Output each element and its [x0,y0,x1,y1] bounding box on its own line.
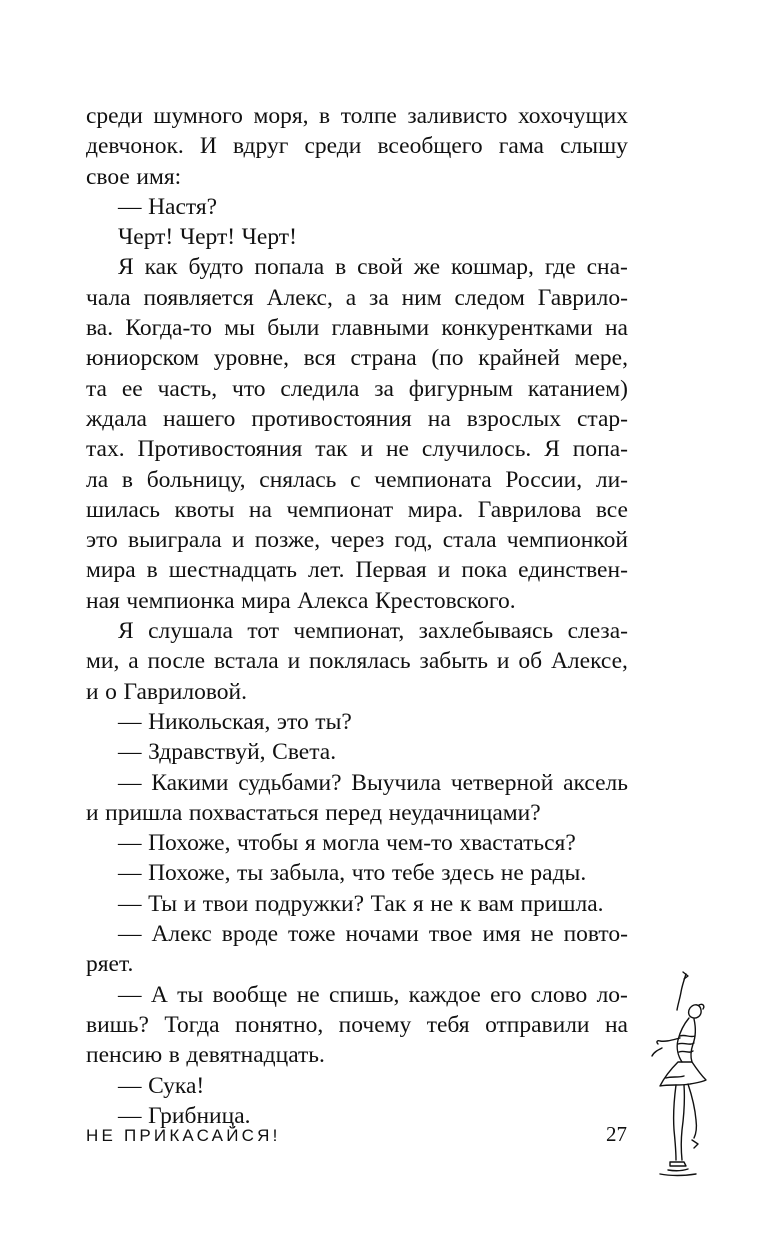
text-line: и пришла похвастаться перед неудачницами? [86,799,541,826]
text-line: — Сука! [118,1072,205,1099]
text-line: шилась квоты на чемпионат мира. Гаврилова все [86,496,628,523]
text-line: — А ты вообще не спишь, каждое его слово ло- [118,981,628,1008]
text-line: ла в больницу, снялась с чемпионата России, ли- [86,466,628,493]
text-line: Я как будто попала в свой же кошмар, где сна- [118,254,628,281]
text-line: вишь? Тогда понятно, почему тебя отправили на [86,1011,628,1038]
text-line: — Здравствуй, Света. [118,739,337,766]
text-line: свое имя: [86,163,182,190]
text-line: — Грибница. [118,1102,251,1129]
text-line: — Настя? [118,193,218,220]
text-line: — Какими судьбами? Выучила четверной аксель [118,769,628,796]
text-line: пенсию в девятнадцать. [86,1042,325,1069]
text-line: та ее часть, что следила за фигурным катанием) [86,375,628,402]
text-line: мира в шестнадцать лет. Первая и пока единствен- [86,557,628,584]
running-footer-title: НЕ ПРИКАСАЙСЯ! [86,1126,281,1145]
text-line: — Никольская, это ты? [118,708,352,735]
text-line: чала появляется Алекс, а за ним следом Гаврило- [86,284,628,311]
text-line: Черт! Черт! Черт! [118,224,297,251]
text-line: это выиграла и позже, через год, стала чемпионкой [86,527,628,554]
text-line: ная чемпионка мира Алекса Крестовского. [86,587,516,614]
page-number: 27 [606,1122,627,1146]
text-line: и о Гавриловой. [86,678,247,705]
text-line: — Алекс вроде тоже ночами твое имя не повто- [118,921,628,948]
text-line: девчонок. И вдруг среди всеобщего гама слышу [86,133,628,160]
text-line: тах. Противостояния так и не случилось. Я попа- [86,436,628,463]
text-line: — Похоже, ты забыла, что тебе здесь не рады. [118,860,587,887]
text-line: Я слушала тот чемпионат, захлебываясь слеза- [118,618,628,645]
text-line: ва. Когда-то мы были главными конкурентками на [86,315,628,342]
text-line: ждала нашего противостояния на взрослых стар- [86,405,628,432]
body-text [86,101,628,1131]
text-line: юниорском уровне, вся страна (по крайней мере, [86,345,628,372]
text-line: ми, а после встала и поклялась забыть и об Алексе, [86,648,628,675]
text-line: — Ты и твои подружки? Так я не к вам пришла. [118,890,604,917]
text-line: ряет. [86,951,134,978]
text-line: среди шумного моря, в толпе заливисто хохочущих [86,103,628,129]
text-line: — Похоже, чтобы я могла чем-то хвастаться? [118,830,576,857]
figure-skater-illustration [640,970,720,1185]
